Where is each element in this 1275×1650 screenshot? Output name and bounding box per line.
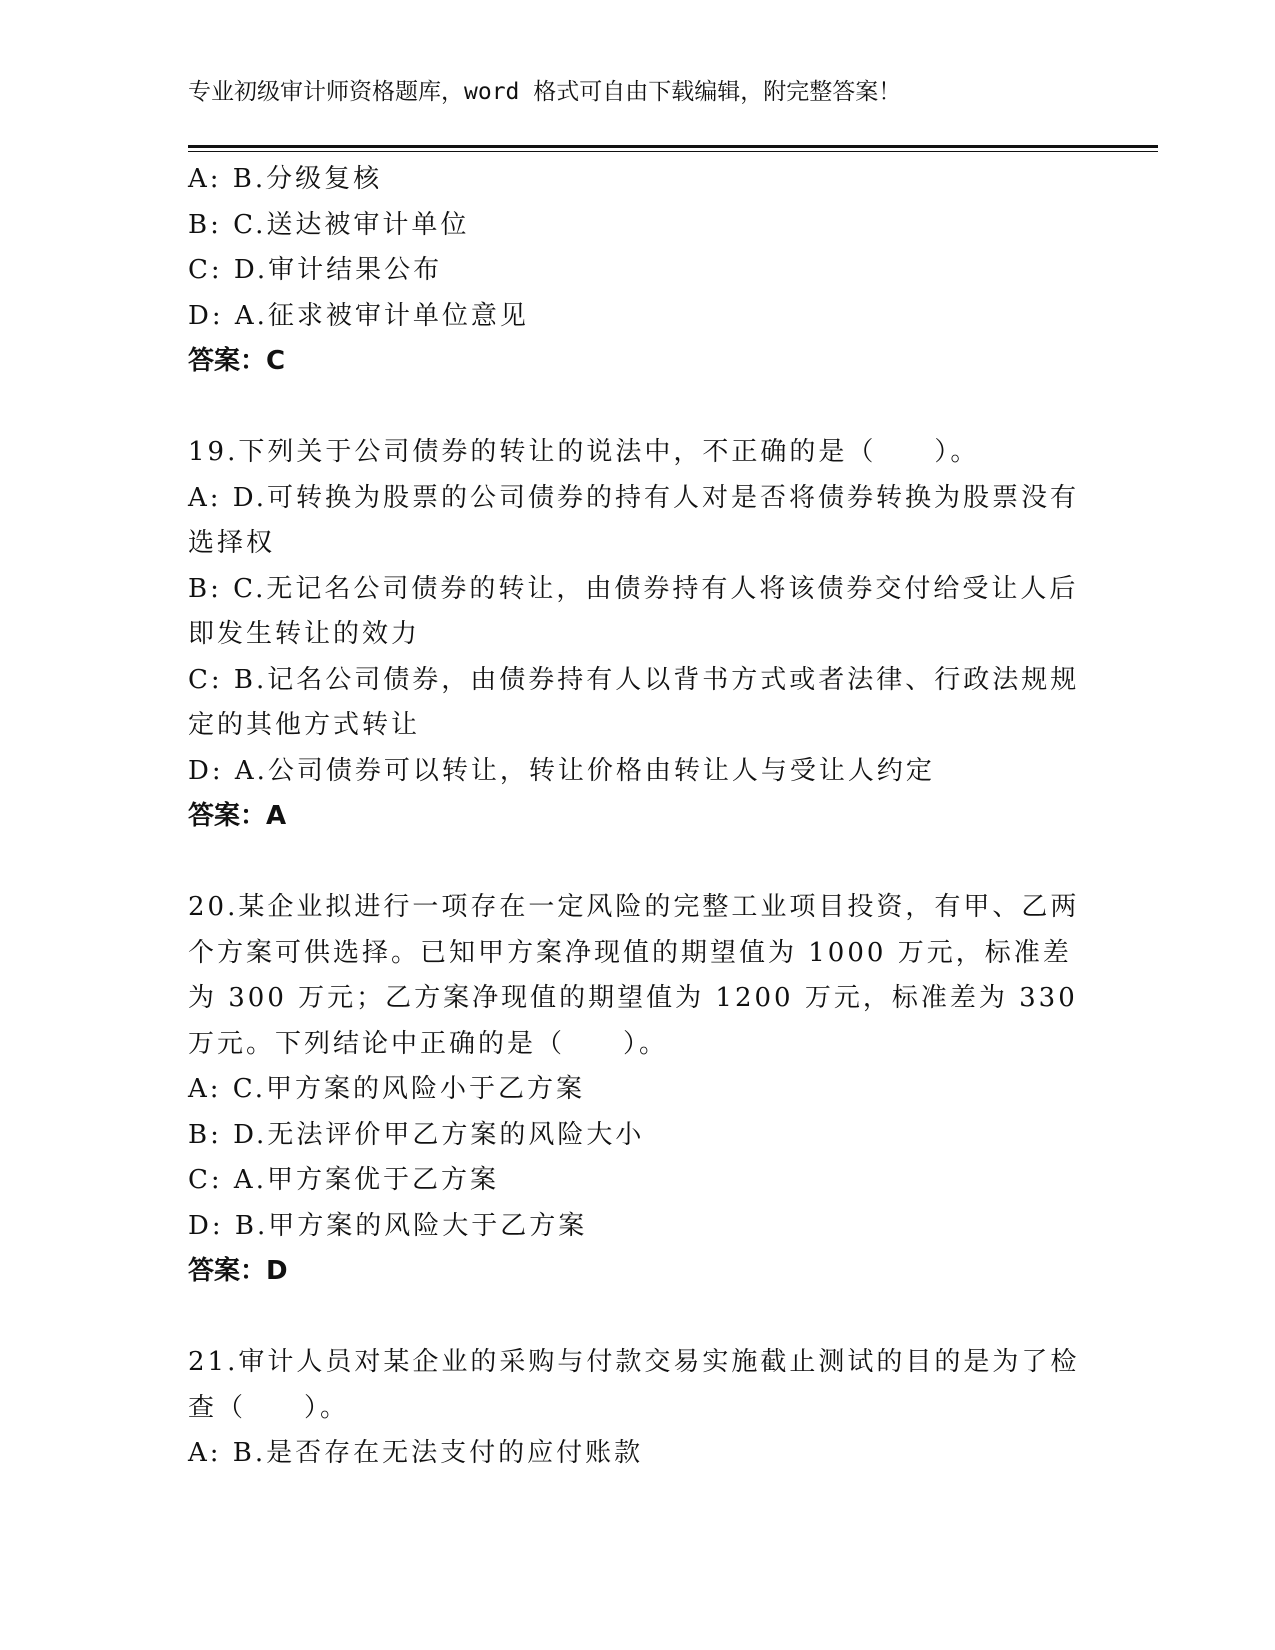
question-stem: 21.审计人员对某企业的采购与付款交易实施截止测试的目的是为了检查（ ）。 [188,1347,1080,1423]
option-c: C: B.记名公司债券，由债券持有人以背书方式或者法律、行政法规规定的其他方式转让 [188,664,1080,740]
option-a: A: B.是否存在无法支付的应付账款 [188,1438,644,1468]
option-d: D: A.征求被审计单位意见 [188,300,529,331]
option-a: A: C.甲方案的风险小于乙方案 [188,1074,586,1104]
spacer [188,840,1088,886]
option-d: D: A.公司债券可以转让，转让价格由转让人与受让人约定 [188,755,935,786]
question-list [188,157,1088,1477]
option-d: D: B.甲方案的风险大于乙方案 [188,1210,588,1241]
question-20 [188,885,1088,1295]
header-rule [188,145,1158,148]
option-a: A: D.可转换为股票的公司债券的持有人对是否将债券转换为股票没有选择权 [188,482,1079,558]
page-header: 专业初级审计师资格题库，word 格式可自由下载编辑，附完整答案！ [188,79,902,105]
question-18-tail [188,157,1088,385]
question-stem: 19.下列关于公司债券的转让的说法中，不正确的是（ ）。 [188,437,980,467]
option-c: C: A.甲方案优于乙方案 [188,1165,499,1195]
header-rule-thin [188,151,1158,152]
answer-line: 答案：D [188,1256,288,1286]
question-stem: 20.某企业拟进行一项存在一定风险的完整工业项目投资，有甲、乙两个方案可供选择。已知甲方案净现值的期望值为 1000 万元，标准差为 300 万元；乙方案净现值的期望值为 1200 万元，标准差为 330 万元。下列结论中正确的是（ ）。 [188,892,1080,1059]
spacer [188,1295,1088,1341]
spacer [188,385,1088,431]
option-a: A: B.分级复核 [188,164,383,194]
question-21 [188,1340,1088,1477]
answer-line: 答案：A [188,801,287,831]
answer-line: 答案：C [188,346,286,376]
option-b: B: C.无记名公司债券的转让，由债券持有人将该债券交付给受让人后即发生转让的效力 [188,573,1079,649]
option-b: B: D.无法评价甲乙方案的风险大小 [188,1119,645,1150]
question-19 [188,430,1088,840]
option-c: C: D.审计结果公布 [188,255,443,285]
option-b: B: C.送达被审计单位 [188,209,470,240]
